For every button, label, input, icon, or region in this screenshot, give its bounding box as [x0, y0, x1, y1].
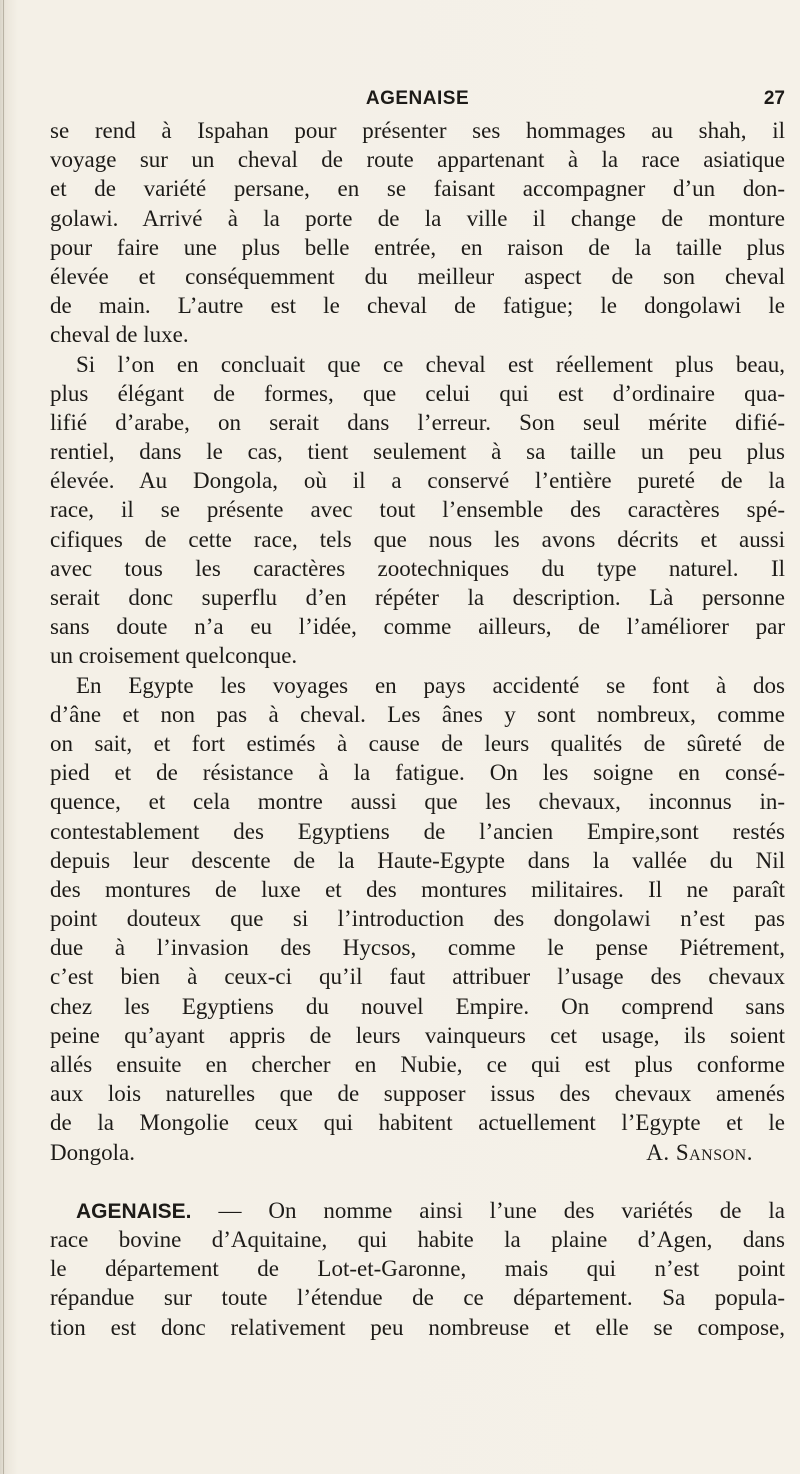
text-line: plus élégant de formes, que celui qui est d’ordinaire qua-: [50, 380, 785, 406]
text-line: et de variété persane, en se faisant accompagner d’un don-: [50, 176, 785, 202]
text-line: quence, et cela montre aussi que les chevaux, inconnus in-: [50, 789, 785, 815]
paragraph-1: [50, 116, 785, 350]
text-line: répandue sur toute l’étendue de ce département. Sa popula-: [50, 1285, 785, 1311]
text-line: cifiques de cette race, tels que nous les avons décrits et aussi: [50, 526, 785, 552]
entry-first-line-text: — On nomme ainsi l’une des variétés de la: [191, 1197, 785, 1223]
text-line: aux lois naturelles que de supposer issus des chevaux amenés: [50, 1081, 785, 1107]
text-line: depuis leur descente de la Haute-Egypte dans la vallée du Nil: [50, 847, 785, 873]
text-line: race, il se présente avec tout l’ensemble des caractères spé-: [50, 497, 785, 523]
text-line: due à l’invasion des Hycsos, comme le pense Piétrement,: [50, 935, 785, 961]
text-line: pied et de résistance à la fatigue. On les soigne en consé-: [50, 760, 785, 786]
text-line: pour faire une plus belle entrée, en raison de la taille plus: [50, 234, 785, 260]
text-line: contestablement des Egyptiens de l’ancien Empire,sont restés: [50, 818, 785, 844]
text-line: allés ensuite en chercher en Nubie, ce qui est plus conforme: [50, 1052, 785, 1077]
signature-line: [50, 1138, 785, 1167]
entry-headword: AGENAISE.: [76, 1199, 192, 1223]
text-line: En Egypte les voyages en pays accidenté se font à dos: [76, 672, 785, 698]
text-line: point douteux que si l’introduction des dongolawi n’est pas: [50, 906, 785, 932]
running-head: AGENAISE: [365, 88, 470, 109]
text-line: se rend à Ispahan pour présenter ses hommages au shah, il: [50, 118, 785, 143]
text-line: de main. L’autre est le cheval de fatigue; le dongolawi le: [50, 293, 785, 319]
text-line: des montures de luxe et des montures militaires. Il ne paraît: [50, 876, 785, 902]
text-line: on sait, et fort estimés à cause de leurs qualités de sûreté de: [50, 730, 785, 756]
text-line: peine qu’ayant appris de leurs vainqueurs cet usage, ils soient: [50, 1022, 785, 1048]
text-line: élevée. Au Dongola, où il a conservé l’entière pureté de la: [50, 468, 785, 494]
page-header: [50, 88, 785, 118]
text-line: serait donc superflu d’en répéter la description. Là personne: [50, 585, 785, 610]
text-line: chez les Egyptiens du nouvel Empire. On comprend sans: [50, 993, 785, 1019]
paragraph-3: [50, 671, 785, 1167]
body-text: [50, 116, 785, 1342]
text-line: c’est bien à ceux-ci qu’il faut attribuer l’usage des chevaux: [50, 964, 785, 990]
text-line: élevée et conséquemment du meilleur aspect de son cheval: [50, 263, 785, 289]
entry-agenaise: [50, 1196, 785, 1342]
text-line: un croisement quelconque.: [50, 643, 298, 669]
text-line: Dongola.: [50, 1139, 135, 1165]
text-line: voyage sur un cheval de route appartenant à la race asiatique: [50, 147, 785, 173]
author-signature: A. Sanson.: [646, 1139, 753, 1165]
text-line: le département de Lot-et-Garonne, mais qui n’est point: [50, 1256, 785, 1282]
text-line: Si l’on en concluait que ce cheval est réellement plus beau,: [76, 351, 785, 377]
text-line: cheval de luxe.: [50, 322, 189, 348]
text-line: d’âne et non pas à cheval. Les ânes y sont nombreux, comme: [50, 701, 785, 727]
text-line: race bovine d’Aquitaine, qui habite la plaine d’Agen, dans: [50, 1226, 785, 1252]
text-line: tion est donc relativement peu nombreuse et elle se compose,: [50, 1314, 785, 1340]
page-gutter-edge: [3, 0, 4, 1474]
text-line: avec tous les caractères zootechniques du type naturel. Il: [50, 555, 785, 581]
page-number: 27: [763, 88, 785, 109]
text-line: de la Mongolie ceux qui habitent actuellement l’Egypte et le: [50, 1110, 785, 1136]
paragraph-2: [50, 350, 785, 671]
text-line: sans doute n’a eu l’idée, comme ailleurs, de l’améliorer par: [50, 614, 785, 640]
entry-first-line: [50, 1196, 785, 1225]
text-line: lifié d’arabe, on serait dans l’erreur. Son seul mérite difié-: [50, 409, 785, 435]
text-line: rentiel, dans le cas, tient seulement à sa taille un peu plus: [50, 439, 785, 465]
text-line: golawi. Arrivé à la porte de la ville il change de monture: [50, 205, 785, 231]
section-gap: [50, 1167, 785, 1196]
